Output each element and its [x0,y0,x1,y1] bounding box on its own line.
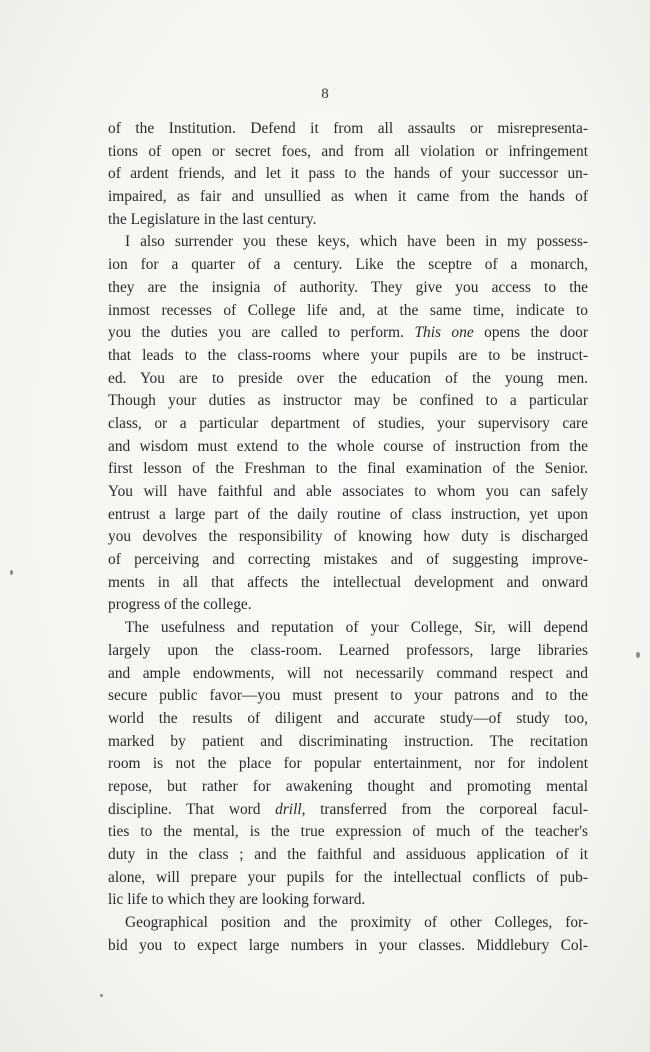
paragraph [108,912,588,957]
text-line: world the results of diligent and accurate study—of study too, [108,709,588,727]
text-line: I also surrender you these keys, which have been in my possess- [125,233,588,251]
page-number: 8 [321,86,329,102]
text-line: of perceiving and correcting mistakes and of suggesting improve- [108,551,588,569]
text-line: marked by patient and discriminating instruction. The recitation [108,732,588,750]
text-line: of ardent friends, and let it pass to the hands of your successor un- [108,165,588,183]
text-line: that leads to the class-rooms where your pupils are to be instruct- [108,346,588,364]
paragraph [108,617,588,912]
text-line: class, or a particular department of studies, your supervisory care [108,414,588,432]
text-line: ed. You are to preside over the education of the young men. [108,369,588,387]
text-line: ments in all that affects the intellectual development and onward [108,573,588,591]
text-line: ties to the mental, is the true expression of much of the teacher's [108,823,588,841]
text-line: they are the insignia of authority. They give you access to the [108,278,588,296]
text-line: tions of open or secret foes, and from all violation or infringement [108,142,588,160]
text-line: and ample endowments, will not necessarily command respect and [108,664,588,682]
text-line: and wisdom must extend to the whole course of instruction from the [108,437,588,455]
text-line: lic life to which they are looking forward. [108,891,366,909]
text-line: progress of the college. [108,596,252,614]
text-line: you devolves the responsibility of knowing how duty is discharged [108,528,588,546]
paper-speck [636,652,640,658]
text-line: entrust a large part of the daily routine of class instruction, yet upon [108,505,588,523]
text-line: bid you to expect large numbers in your classes. Middlebury Col- [108,936,588,954]
paper-speck [100,994,103,997]
text-line: impaired, as fair and unsullied as when it came from the hands of [108,188,588,206]
text-line: discipline. That word drill, transferred from the corporeal facul- [108,800,588,818]
text-line: of the Institution. Defend it from all assaults or misrepresenta- [108,120,588,137]
text-line: Geographical position and the proximity of other Colleges, for- [125,914,588,932]
text-line: inmost recesses of College life and, at the same time, indicate to [108,301,588,319]
paragraph [108,231,588,617]
paragraph [108,118,588,231]
text-line: secure public favor—you must present to your patrons and to the [108,687,588,705]
text-line: alone, will prepare your pupils for the intellectual conflicts of pub- [108,868,588,886]
text-line: Though your duties as instructor may be confined to a particular [108,392,588,410]
text-line: the Legislature in the last century. [108,210,317,228]
text-line: repose, but rather for awakening thought and promoting mental [108,777,588,795]
text-line: ion for a quarter of a century. Like the sceptre of a monarch, [108,256,588,274]
text-line: You will have faithful and able associates to whom you can safely [108,483,588,500]
body-text [108,118,588,957]
text-line: you the duties you are called to perform. This one opens the door [108,324,588,342]
text-line: The usefulness and reputation of your College, Sir, will depend [125,619,588,637]
text-line: first lesson of the Freshman to the final examination of the Senior. [108,460,588,478]
text-line: largely upon the class-room. Learned professors, large libraries [108,641,588,659]
paper-speck [10,570,13,575]
text-line: room is not the place for popular entertainment, nor for indolent [108,755,588,773]
text-line: duty in the class ; and the faithful and assiduous application of it [108,846,588,863]
